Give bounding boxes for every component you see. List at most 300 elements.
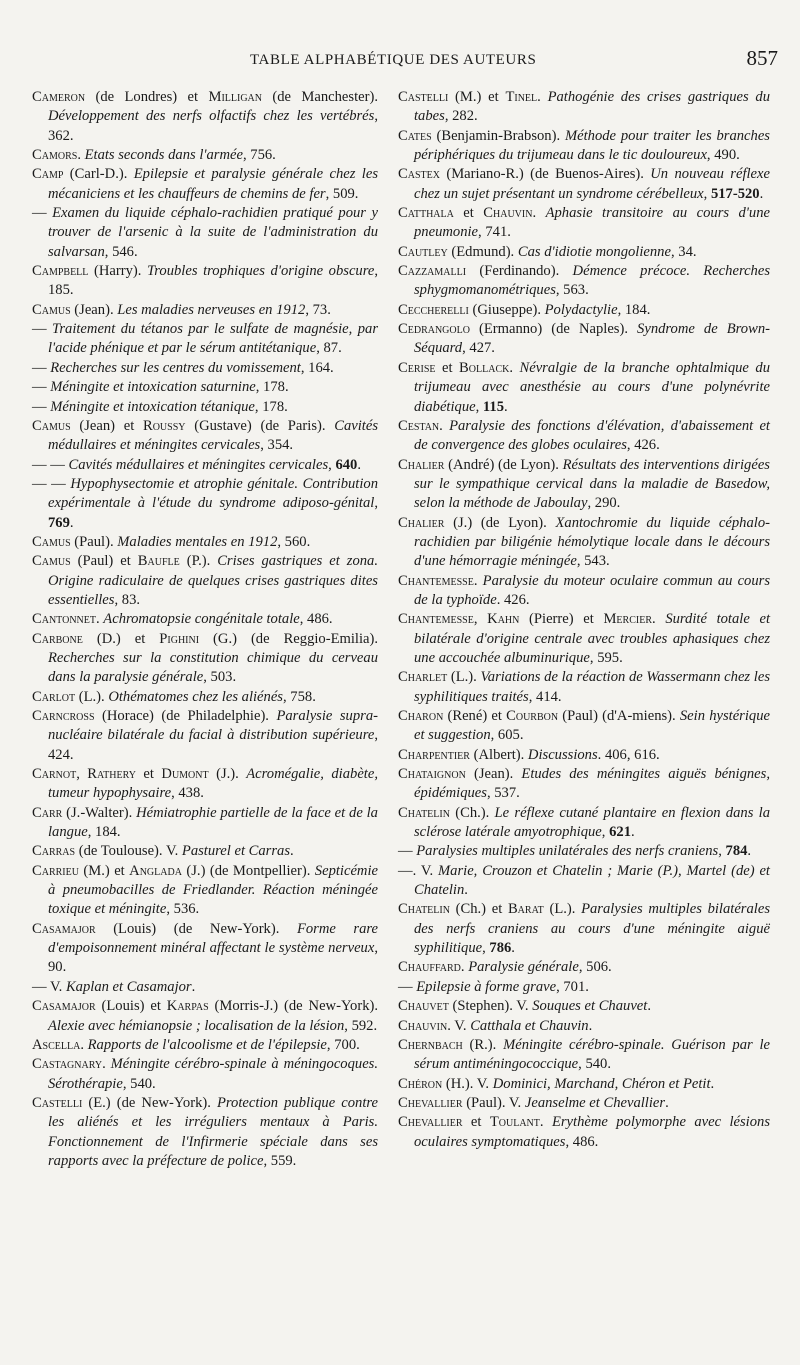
author-name: Toulant bbox=[489, 1114, 540, 1131]
work-title: Un nouveau réflexe chez un sujet présentant un syndrome cérébelleux bbox=[414, 166, 770, 202]
author-name: Charlet bbox=[398, 669, 448, 686]
index-entry bbox=[398, 514, 770, 572]
entry-text: et bbox=[462, 1114, 490, 1131]
entry-text: (E.) (de New-York). bbox=[82, 1094, 217, 1111]
work-title: Acromégalie, diabète, tumeur hypophysaire bbox=[48, 766, 378, 802]
entry-text: , 537. bbox=[486, 785, 520, 802]
work-title: Cavités médullaires et méningites cervicales bbox=[68, 456, 329, 473]
index-entry bbox=[398, 262, 770, 301]
index-entry bbox=[398, 765, 770, 804]
entry-text: . bbox=[504, 398, 508, 415]
entry-text: . 406, 616. bbox=[597, 746, 660, 763]
work-title: Protection publique contre les aliénés et les irréguliers mentaux à Paris. Fonctionnement de l'Infirmerie spéciale dans ses rapports avec la préfecture de police bbox=[48, 1094, 378, 1169]
work-title: Examen du liquide céphalo-rachidien pratiqué pour y trouver de l'arsenic à la suite de l'administration du salvarsan bbox=[48, 205, 378, 260]
entry-text: (Ch.). bbox=[449, 804, 495, 821]
left-column bbox=[32, 88, 378, 1171]
index-entry bbox=[398, 1094, 770, 1113]
entry-text: (Giuseppe). bbox=[468, 301, 545, 318]
entry-text: , 486. bbox=[299, 611, 333, 628]
work-title: Rapports de l'alcoolisme et de l'épilepsie bbox=[87, 1036, 327, 1053]
page-reference: 786 bbox=[489, 940, 512, 957]
page-reference: 769 bbox=[48, 514, 70, 531]
work-title: Les maladies nerveuses en 1912 bbox=[117, 301, 306, 318]
entry-text: . bbox=[357, 456, 361, 473]
author-name: Ascella bbox=[32, 1036, 81, 1053]
entry-text: (Jean) et bbox=[70, 417, 143, 434]
entry-text: , 595. bbox=[589, 649, 623, 666]
entry-text: (Gustave) (de Paris). bbox=[185, 417, 335, 434]
work-title: Paralysie du moteur oculaire commun au cours de la typhoïde bbox=[414, 572, 771, 608]
index-entry bbox=[398, 243, 770, 262]
entry-text: (J.). bbox=[208, 766, 247, 783]
entry-text: (Louis) (de New-York). bbox=[95, 920, 297, 937]
entry-text: (Pierre) et bbox=[519, 611, 604, 628]
work-title: Forme rare d'empoisonnement minéral affectant le système nerveux bbox=[48, 920, 378, 957]
index-entry bbox=[32, 378, 378, 397]
author-name: Chalier bbox=[398, 514, 445, 531]
author-name: Mercier bbox=[603, 611, 652, 628]
entry-text: , 592. bbox=[344, 1017, 378, 1034]
entry-text: (L.). bbox=[543, 901, 582, 918]
index-entry bbox=[398, 359, 770, 417]
author-name: Camp bbox=[32, 166, 64, 183]
index-entry bbox=[32, 456, 378, 475]
index-entry bbox=[398, 1036, 770, 1075]
entry-text: (G.) (de Reggio-Emilia). bbox=[199, 630, 379, 647]
author-name: Casamajor bbox=[32, 998, 96, 1015]
author-name: Chauvin bbox=[398, 1017, 448, 1034]
entry-text: , 184. bbox=[617, 301, 651, 318]
entry-text: . bbox=[537, 89, 548, 105]
entry-text: . 426. bbox=[496, 591, 530, 608]
author-name: Camus bbox=[32, 533, 71, 550]
author-name: Carncross bbox=[32, 708, 95, 724]
entry-text: et bbox=[453, 205, 484, 222]
entry-text: , 90. bbox=[48, 940, 378, 976]
entry-text: , 741. bbox=[478, 224, 511, 241]
author-name: Chalier bbox=[398, 456, 445, 473]
entry-text: , 354. bbox=[260, 437, 294, 454]
index-entry bbox=[398, 668, 770, 707]
entry-text: , 506. bbox=[578, 959, 612, 976]
entry-text: , 290. bbox=[587, 495, 621, 512]
entry-text: (René) et bbox=[443, 708, 507, 724]
index-entry bbox=[32, 417, 378, 456]
entry-text: , 486. bbox=[565, 1133, 599, 1150]
entry-text: — bbox=[32, 398, 51, 415]
entry-text: , 540. bbox=[122, 1075, 156, 1092]
entry-text: , 700. bbox=[326, 1036, 360, 1053]
index-entry bbox=[32, 1055, 378, 1094]
author-name: Cautley bbox=[398, 243, 448, 260]
index-entry bbox=[32, 88, 378, 146]
work-title: Névralgie de la branche ophtalmique du trijumeau avec anesthésie au cours d'une polynévrite diabétique bbox=[414, 359, 770, 415]
author-name: Cantonnet bbox=[32, 611, 96, 628]
work-title: Epilepsie et paralysie générale chez les mécaniciens et les chauffeurs de chemins de fer bbox=[48, 166, 378, 202]
page-reference: 640 bbox=[335, 456, 358, 473]
entry-text: , 164. bbox=[300, 359, 334, 376]
entry-text: , 536. bbox=[166, 901, 200, 918]
index-entry bbox=[398, 301, 770, 320]
entry-text: . bbox=[509, 359, 520, 376]
index-entry bbox=[32, 862, 378, 920]
entry-text: (L.). bbox=[75, 688, 109, 705]
entry-text: (J.) (de Montpellier). bbox=[181, 862, 315, 879]
work-title: Recherches sur les centres du vomissement bbox=[50, 359, 301, 376]
work-title: Méningite cérébro-spinale à méningocoques. Sérothérapie bbox=[48, 1056, 378, 1092]
author-name: Pighini bbox=[159, 630, 200, 647]
author-name: Chauffard bbox=[398, 959, 461, 976]
index-entry bbox=[32, 262, 378, 301]
work-title: Surdité totale et bilatérale d'origine centrale avec troubles aphasiques chez une accouchée albuminurique bbox=[414, 611, 771, 666]
author-name: Karpas bbox=[166, 998, 209, 1015]
author-name: Camus bbox=[32, 553, 71, 570]
author-name: Kahn bbox=[487, 611, 520, 628]
index-entry bbox=[32, 165, 378, 204]
work-title: Maladies mentales en 1912 bbox=[117, 533, 278, 550]
index-entry bbox=[32, 475, 378, 533]
work-title: Marie, Crouzon et Chatelin ; Marie (P.), Martel (de) et Chatelin bbox=[414, 862, 770, 899]
author-name: Castelli bbox=[398, 89, 449, 105]
index-entry bbox=[398, 417, 770, 456]
index-entry bbox=[398, 997, 770, 1016]
entry-text: , 282. bbox=[444, 108, 478, 125]
entry-text: (L.). bbox=[447, 669, 481, 686]
author-name: Barat bbox=[507, 901, 544, 918]
entry-text: (Jean). bbox=[70, 301, 118, 318]
entry-text: , bbox=[473, 611, 488, 628]
index-entry bbox=[398, 1017, 770, 1036]
author-name: Chantemesse bbox=[398, 611, 474, 628]
page-reference: 517-520 bbox=[710, 185, 760, 202]
author-name: Tinel bbox=[505, 89, 538, 105]
index-entry bbox=[398, 127, 770, 166]
work-title: Hémiatrophie partielle de la face et de la langue bbox=[48, 804, 378, 841]
author-name: Campbell bbox=[32, 263, 89, 280]
entry-text: , 563. bbox=[555, 282, 589, 299]
author-name: Chatelin bbox=[398, 804, 450, 821]
entry-text: (H.). V. bbox=[442, 1075, 493, 1092]
entry-text: . bbox=[511, 940, 515, 957]
entry-text: (Paul). V. bbox=[462, 1094, 525, 1111]
entry-text: . bbox=[191, 978, 196, 995]
author-name: Cestan bbox=[398, 417, 440, 434]
entry-text: . bbox=[473, 572, 483, 589]
author-name: Baufle bbox=[137, 553, 180, 570]
author-name: Bollack bbox=[459, 359, 510, 376]
entry-text: . bbox=[69, 514, 74, 531]
author-name: Roussy bbox=[142, 417, 186, 434]
work-title: Pasturel et Carras bbox=[181, 843, 291, 860]
author-name: Chatelin bbox=[398, 901, 450, 918]
index-entry bbox=[32, 997, 378, 1036]
entry-text: (Carl-D.). bbox=[63, 166, 134, 183]
entry-text: . bbox=[747, 843, 752, 860]
work-title: Recherches sur la constitution chimique du cerveau dans la paralysie générale bbox=[48, 649, 378, 686]
author-name: Chantemesse bbox=[398, 572, 474, 589]
entry-text: (P.). bbox=[179, 553, 218, 570]
index-entry bbox=[32, 630, 378, 688]
entry-text: . bbox=[464, 882, 468, 899]
index-entry bbox=[32, 533, 378, 552]
entry-text: , bbox=[482, 940, 490, 957]
entry-text: , 184. bbox=[87, 824, 121, 841]
entry-text: , bbox=[475, 398, 483, 415]
entry-text: , 701. bbox=[556, 978, 589, 995]
author-name: Chernbach bbox=[398, 1036, 463, 1053]
right-column bbox=[398, 88, 770, 1152]
author-name: Catthala bbox=[398, 205, 454, 222]
page-reference: 115 bbox=[482, 398, 504, 415]
entry-text: (M.) et bbox=[448, 89, 506, 105]
work-title: Paralysies multiples unilatérales des nerfs craniens bbox=[416, 843, 719, 860]
entry-text: , 87. bbox=[316, 340, 342, 357]
work-title: Méningite cérébro-spinale. Guérison par le sérum antiméningococcique bbox=[414, 1036, 770, 1073]
index-entry bbox=[32, 398, 378, 417]
entry-text: et bbox=[135, 766, 162, 783]
entry-text: . bbox=[647, 998, 651, 1015]
entry-text: , 414. bbox=[528, 688, 562, 705]
author-name: Charpentier bbox=[398, 746, 470, 763]
entry-text: (Jean). bbox=[465, 766, 522, 783]
entry-text: (de Toulouse). V. bbox=[75, 843, 182, 860]
author-name: Courbon bbox=[506, 708, 559, 724]
index-entry bbox=[398, 978, 770, 997]
index-entry bbox=[398, 456, 770, 514]
entry-text: , bbox=[718, 843, 726, 860]
index-entry bbox=[32, 842, 378, 861]
entry-text: (J.) (de Lyon). bbox=[444, 514, 556, 531]
entry-text: (de Manchester). bbox=[262, 89, 378, 105]
entry-text: , 73. bbox=[305, 301, 331, 318]
entry-text: . bbox=[77, 147, 85, 164]
entry-text: , 543. bbox=[576, 553, 610, 570]
entry-text: , 756. bbox=[242, 147, 276, 164]
index-entry bbox=[32, 978, 378, 997]
work-title: Méningite et intoxication saturnine bbox=[50, 379, 256, 396]
work-title: Septicémie à pneumobacilles de Friedlander. Réaction méningée toxique et méningite bbox=[48, 862, 379, 918]
entry-text: — — bbox=[32, 475, 71, 492]
work-title: Méthode pour traiter les branches périphériques du trijumeau dans le tic douloureux bbox=[414, 127, 770, 164]
author-name: Anglada bbox=[129, 862, 182, 879]
index-entry bbox=[32, 301, 378, 320]
author-name: Carr bbox=[32, 804, 63, 821]
author-name: Casamajor bbox=[32, 920, 96, 937]
index-entry bbox=[398, 842, 770, 861]
index-entry bbox=[398, 88, 770, 127]
work-title: Paralysie des fonctions d'élévation, d'abaissement et de convergence des globes oculaires bbox=[414, 417, 770, 454]
entry-text: , bbox=[703, 185, 711, 202]
entry-text: (Horace) (de Philadelphie). bbox=[94, 708, 277, 724]
author-name: Cazzamalli bbox=[398, 263, 467, 280]
author-name: Carras bbox=[32, 843, 76, 860]
running-title: TABLE ALPHABÉTIQUE DES AUTEURS bbox=[250, 52, 537, 68]
author-name: Chauvet bbox=[398, 998, 449, 1015]
author-name: Cedrangolo bbox=[398, 321, 470, 338]
entry-text: . bbox=[80, 1036, 88, 1053]
author-name: Camus bbox=[32, 417, 71, 434]
work-title: Aphasie transitoire au cours d'une pneumonie bbox=[414, 205, 770, 241]
author-name: Carnot bbox=[32, 766, 77, 783]
entry-text: , bbox=[328, 456, 336, 473]
author-name: Carbone bbox=[32, 630, 83, 647]
entry-text: . V. bbox=[447, 1017, 471, 1034]
work-title: Cavités médullaires et méningites cervicales bbox=[48, 417, 378, 454]
entry-text: — bbox=[32, 205, 53, 222]
entry-text: , 178. bbox=[255, 379, 289, 396]
work-title: Jeanselme et Chevallier bbox=[524, 1094, 666, 1111]
entry-text: . bbox=[532, 205, 546, 222]
index-entry bbox=[398, 1113, 770, 1152]
entry-text: (Paul). bbox=[70, 533, 118, 550]
author-name: Castelli bbox=[32, 1094, 83, 1111]
work-title: Etudes des méningites aiguës bénignes, épidémiques bbox=[414, 766, 770, 802]
entry-text: (D.) et bbox=[82, 630, 160, 647]
index-entry bbox=[398, 610, 770, 668]
work-title: Démence précoce. Recherches sphygmomanométriques bbox=[414, 263, 771, 299]
author-name: Cerise bbox=[398, 359, 436, 376]
author-name: Charon bbox=[398, 708, 444, 724]
work-title: Pathogénie des crises gastriques du tabes bbox=[414, 89, 771, 125]
work-title: Crises gastriques et zona. Origine radiculaire de quelques crises gastriques dites essentielles bbox=[48, 553, 378, 608]
author-name: Cameron bbox=[32, 89, 86, 105]
entry-text: —. V. bbox=[398, 862, 439, 879]
work-title: Epilepsie à forme grave bbox=[416, 978, 557, 995]
author-name: Rathery bbox=[87, 766, 136, 783]
entry-text: (Paul) (d'A-miens). bbox=[558, 708, 680, 724]
index-entry bbox=[398, 746, 770, 765]
index-entry bbox=[32, 707, 378, 765]
index-entry bbox=[398, 958, 770, 977]
index-entry bbox=[32, 688, 378, 707]
work-title: Le réflexe cutané plantaire en flexion dans la sclérose latérale amyotrophique bbox=[414, 804, 770, 841]
author-name: Chataignon bbox=[398, 766, 466, 783]
entry-text: , 546. bbox=[104, 243, 138, 260]
entry-text: (Stephen). V. bbox=[448, 998, 533, 1015]
entry-text: (Mariano-R.) (de Buenos-Aires). bbox=[439, 166, 651, 183]
work-title: Erythème polymorphe avec lésions oculaires symptomatiques bbox=[414, 1114, 770, 1150]
index-entry bbox=[32, 610, 378, 629]
entry-text: — bbox=[32, 359, 51, 376]
entry-text: , 559. bbox=[263, 1152, 297, 1169]
entry-text: (Albert). bbox=[469, 746, 528, 763]
entry-text: . bbox=[588, 1017, 593, 1034]
index-entry bbox=[398, 707, 770, 746]
entry-text: — bbox=[398, 978, 417, 995]
index-entry bbox=[32, 146, 378, 165]
work-title: Hypophysectomie et atrophie génitale. Contribution expérimentale à l'étude du syndrome adiposo-génital bbox=[48, 475, 378, 512]
entry-text: . bbox=[539, 1114, 552, 1131]
page-reference: 784 bbox=[725, 843, 748, 860]
index-entry bbox=[32, 1036, 378, 1055]
work-title: Xantochromie du liquide céphalo-rachidien par biligénie hémolytique locale dans le décours d'une hémorragie méningée bbox=[414, 514, 770, 570]
author-name: Ceccherelli bbox=[398, 301, 469, 318]
author-name: Chevallier bbox=[398, 1094, 463, 1111]
entry-text: — — bbox=[32, 456, 69, 473]
index-entry bbox=[398, 572, 770, 611]
entry-text: , bbox=[374, 495, 378, 512]
entry-text: (de Londres) et bbox=[85, 89, 209, 105]
author-name: Castex bbox=[398, 166, 440, 183]
author-name: Chauvin bbox=[483, 205, 533, 222]
entry-text: , 438. bbox=[171, 785, 204, 802]
entry-text: (M.) et bbox=[78, 862, 130, 879]
page-number: 857 bbox=[746, 46, 778, 70]
work-title: Achromatopsie congénitale totale bbox=[103, 611, 300, 628]
index-entry bbox=[398, 804, 770, 843]
entry-text: , 427. bbox=[462, 340, 495, 357]
index-entry bbox=[398, 900, 770, 958]
index-entry bbox=[32, 920, 378, 978]
author-name: Camus bbox=[32, 301, 71, 318]
entry-text: . bbox=[439, 417, 450, 434]
work-title: Discussions bbox=[527, 746, 598, 763]
entry-text: , 509. bbox=[325, 185, 359, 202]
entry-text: (Harry). bbox=[88, 263, 147, 280]
index-entry bbox=[32, 320, 378, 359]
entry-text: . bbox=[102, 1056, 111, 1073]
entry-text: , 503. bbox=[203, 669, 237, 686]
index-entry bbox=[398, 320, 770, 359]
index-entry bbox=[398, 165, 770, 204]
index-entry bbox=[32, 804, 378, 843]
entry-text: . bbox=[630, 824, 635, 841]
page-reference: 621 bbox=[609, 824, 631, 841]
entry-text: . bbox=[96, 611, 104, 628]
entry-text: (Louis) et bbox=[95, 998, 167, 1015]
work-title: Paralysies multiples bilatérales des nerfs craniens au cours d'une méningite aiguë syphilitique bbox=[414, 901, 770, 957]
entry-text: , bbox=[601, 824, 610, 841]
entry-text: (Ferdinando). bbox=[466, 263, 573, 280]
index-entry bbox=[398, 204, 770, 243]
entry-text: (André) (de Lyon). bbox=[444, 456, 563, 473]
work-title: Traitement du tétanos par le sulfate de magnésie, par l'acide phénique et par le sérum antitétanique bbox=[48, 321, 378, 357]
entry-text: — V. bbox=[32, 978, 66, 995]
work-title: Résultats des interventions dirigées sur le sympathique cervical dans la maladie de Basedow, selon la méthode de Jaboulay bbox=[414, 456, 770, 512]
entry-text: . bbox=[290, 843, 294, 860]
work-title: Méningite et intoxication tétanique bbox=[50, 398, 255, 415]
work-title: Paralysie supra-nucléaire bilatérale du facial à distribution supérieure bbox=[48, 708, 378, 744]
entry-text: , 426. bbox=[626, 437, 660, 454]
entry-text: — bbox=[32, 379, 51, 396]
entry-text: . bbox=[710, 1075, 715, 1092]
index-entry bbox=[32, 1094, 378, 1171]
work-title: Sein hystérique et suggestion bbox=[414, 708, 770, 744]
entry-text: . bbox=[759, 185, 764, 202]
entry-text: , 758. bbox=[283, 688, 316, 705]
entry-text: , 362. bbox=[48, 108, 378, 144]
index-entry bbox=[32, 552, 378, 610]
entry-text: et bbox=[435, 359, 460, 376]
entry-text: , 83. bbox=[114, 591, 141, 608]
work-title: Paralysie générale bbox=[468, 959, 579, 976]
entry-text: (Benjamin-Brabson). bbox=[431, 127, 565, 144]
index-entry bbox=[32, 204, 378, 262]
author-name: Carrieu bbox=[32, 862, 79, 879]
entry-text: , 185. bbox=[48, 263, 378, 299]
entry-text: (Edmund). bbox=[447, 243, 518, 260]
author-name: Cates bbox=[398, 127, 432, 144]
index-entry bbox=[398, 1075, 770, 1094]
entry-text: (Morris-J.) (de New-York). bbox=[208, 998, 378, 1015]
work-title: Polydactylie bbox=[544, 301, 618, 318]
work-title: Variations de la réaction de Wassermann chez les syphilitiques traités bbox=[414, 669, 770, 705]
author-name: Chéron bbox=[398, 1075, 443, 1092]
entry-text: , bbox=[76, 766, 88, 783]
entry-text: (J.-Walter). bbox=[62, 804, 137, 821]
entry-text: , 540. bbox=[578, 1056, 611, 1073]
entry-text: (Ch.) et bbox=[449, 901, 508, 918]
